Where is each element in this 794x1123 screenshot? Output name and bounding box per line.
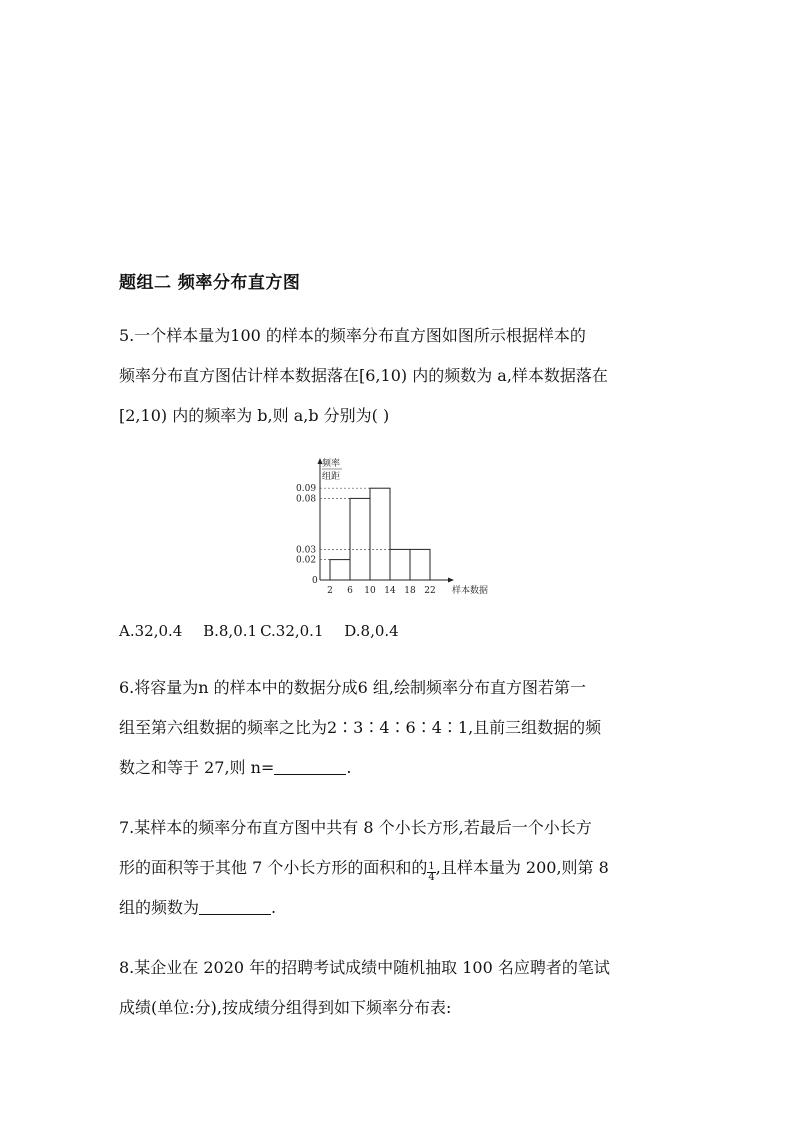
histogram-svg (292, 452, 512, 602)
option-b[interactable]: B.8,0.1 (203, 622, 258, 640)
histogram-bar-4 (410, 549, 430, 580)
x-tick-label: 2 (327, 586, 333, 596)
q7-line-3-text: 组的频数为 (119, 898, 200, 917)
y-label-bottom: 组距 (322, 472, 341, 482)
q7-answer-blank[interactable] (199, 896, 271, 915)
y-tick-label: 0.08 (296, 494, 317, 505)
question-7 (119, 808, 679, 928)
option-a[interactable]: A.32,0.4 (119, 622, 183, 640)
x-tick-label: 18 (404, 586, 416, 596)
q6-line-1: 6.将容量为n 的样本中的数据分成6 组,绘制频率分布直方图若第一 (119, 678, 587, 697)
q6-line-3-text: 数之和等于 27,则 n= (119, 758, 275, 777)
histogram-bar-1 (350, 498, 370, 580)
option-d[interactable]: D.8,0.4 (344, 622, 399, 640)
origin-label: 0 (312, 576, 318, 586)
q7-line-3-end: . (271, 898, 277, 917)
q8-line-1: 8.某企业在 2020 年的招聘考试成绩中随机抽取 100 名应聘者的笔试 (119, 958, 610, 977)
fraction-denominator: 4 (428, 872, 435, 883)
histogram-bar-0 (330, 560, 350, 580)
histogram-bar-2 (370, 488, 390, 580)
q7-line-2 (119, 848, 679, 888)
one-quarter-fraction (427, 862, 435, 883)
section-title: 题组二 频率分布直方图 (119, 273, 301, 293)
q7-line-3 (119, 888, 679, 928)
q6-line-3 (119, 748, 679, 788)
histogram-bar-3 (390, 549, 410, 580)
question-6 (119, 668, 679, 788)
x-axis-label: 样本数据 (452, 586, 489, 596)
q5-options (119, 622, 405, 640)
q5-line-1: 5.一个样本量为100 的样本的频率分布直方图如图所示根据样本的 (119, 326, 586, 345)
y-label-top: 频率 (322, 459, 341, 469)
q5-line-2: 频率分布直方图估计样本数据落在[6,10) 内的频数为 a,样本数据落在 (119, 366, 608, 385)
x-tick-label: 14 (384, 586, 396, 596)
x-tick-label: 22 (424, 586, 436, 596)
q7-line-1: 7.某样本的频率分布直方图中共有 8 个小长方形,若最后一个小长方 (119, 818, 592, 837)
question-8 (119, 948, 679, 1028)
x-axis-arrow (448, 578, 454, 583)
y-tick-label: 0.09 (296, 484, 317, 495)
fraction-numerator: 1 (428, 861, 435, 872)
q7-line-2-end: ,且样本量为 200,则第 8 (435, 858, 609, 877)
q6-answer-blank[interactable] (274, 756, 346, 775)
x-tick-label: 6 (347, 586, 353, 596)
q6-line-3-end: . (346, 758, 352, 777)
q7-line-2-text: 形的面积等于其他 7 个小长方形的面积和的 (119, 858, 428, 877)
y-tick-label: 0.03 (296, 545, 317, 556)
option-c[interactable]: C.32,0.1 (260, 622, 324, 640)
q8-line-2: 成绩(单位:分),按成绩分组得到如下频率分布表: (119, 998, 452, 1017)
y-tick-label: 0.02 (296, 555, 317, 566)
x-tick-label: 10 (364, 586, 376, 596)
q6-line-2: 组至第六组数据的频率之比为2∶3∶4∶6∶4∶1,且前三组数据的频 (119, 718, 602, 737)
question-5 (119, 316, 679, 436)
histogram-chart (292, 452, 512, 602)
q5-line-3: [2,10) 内的频率为 b,则 a,b 分别为( ) (119, 406, 390, 425)
